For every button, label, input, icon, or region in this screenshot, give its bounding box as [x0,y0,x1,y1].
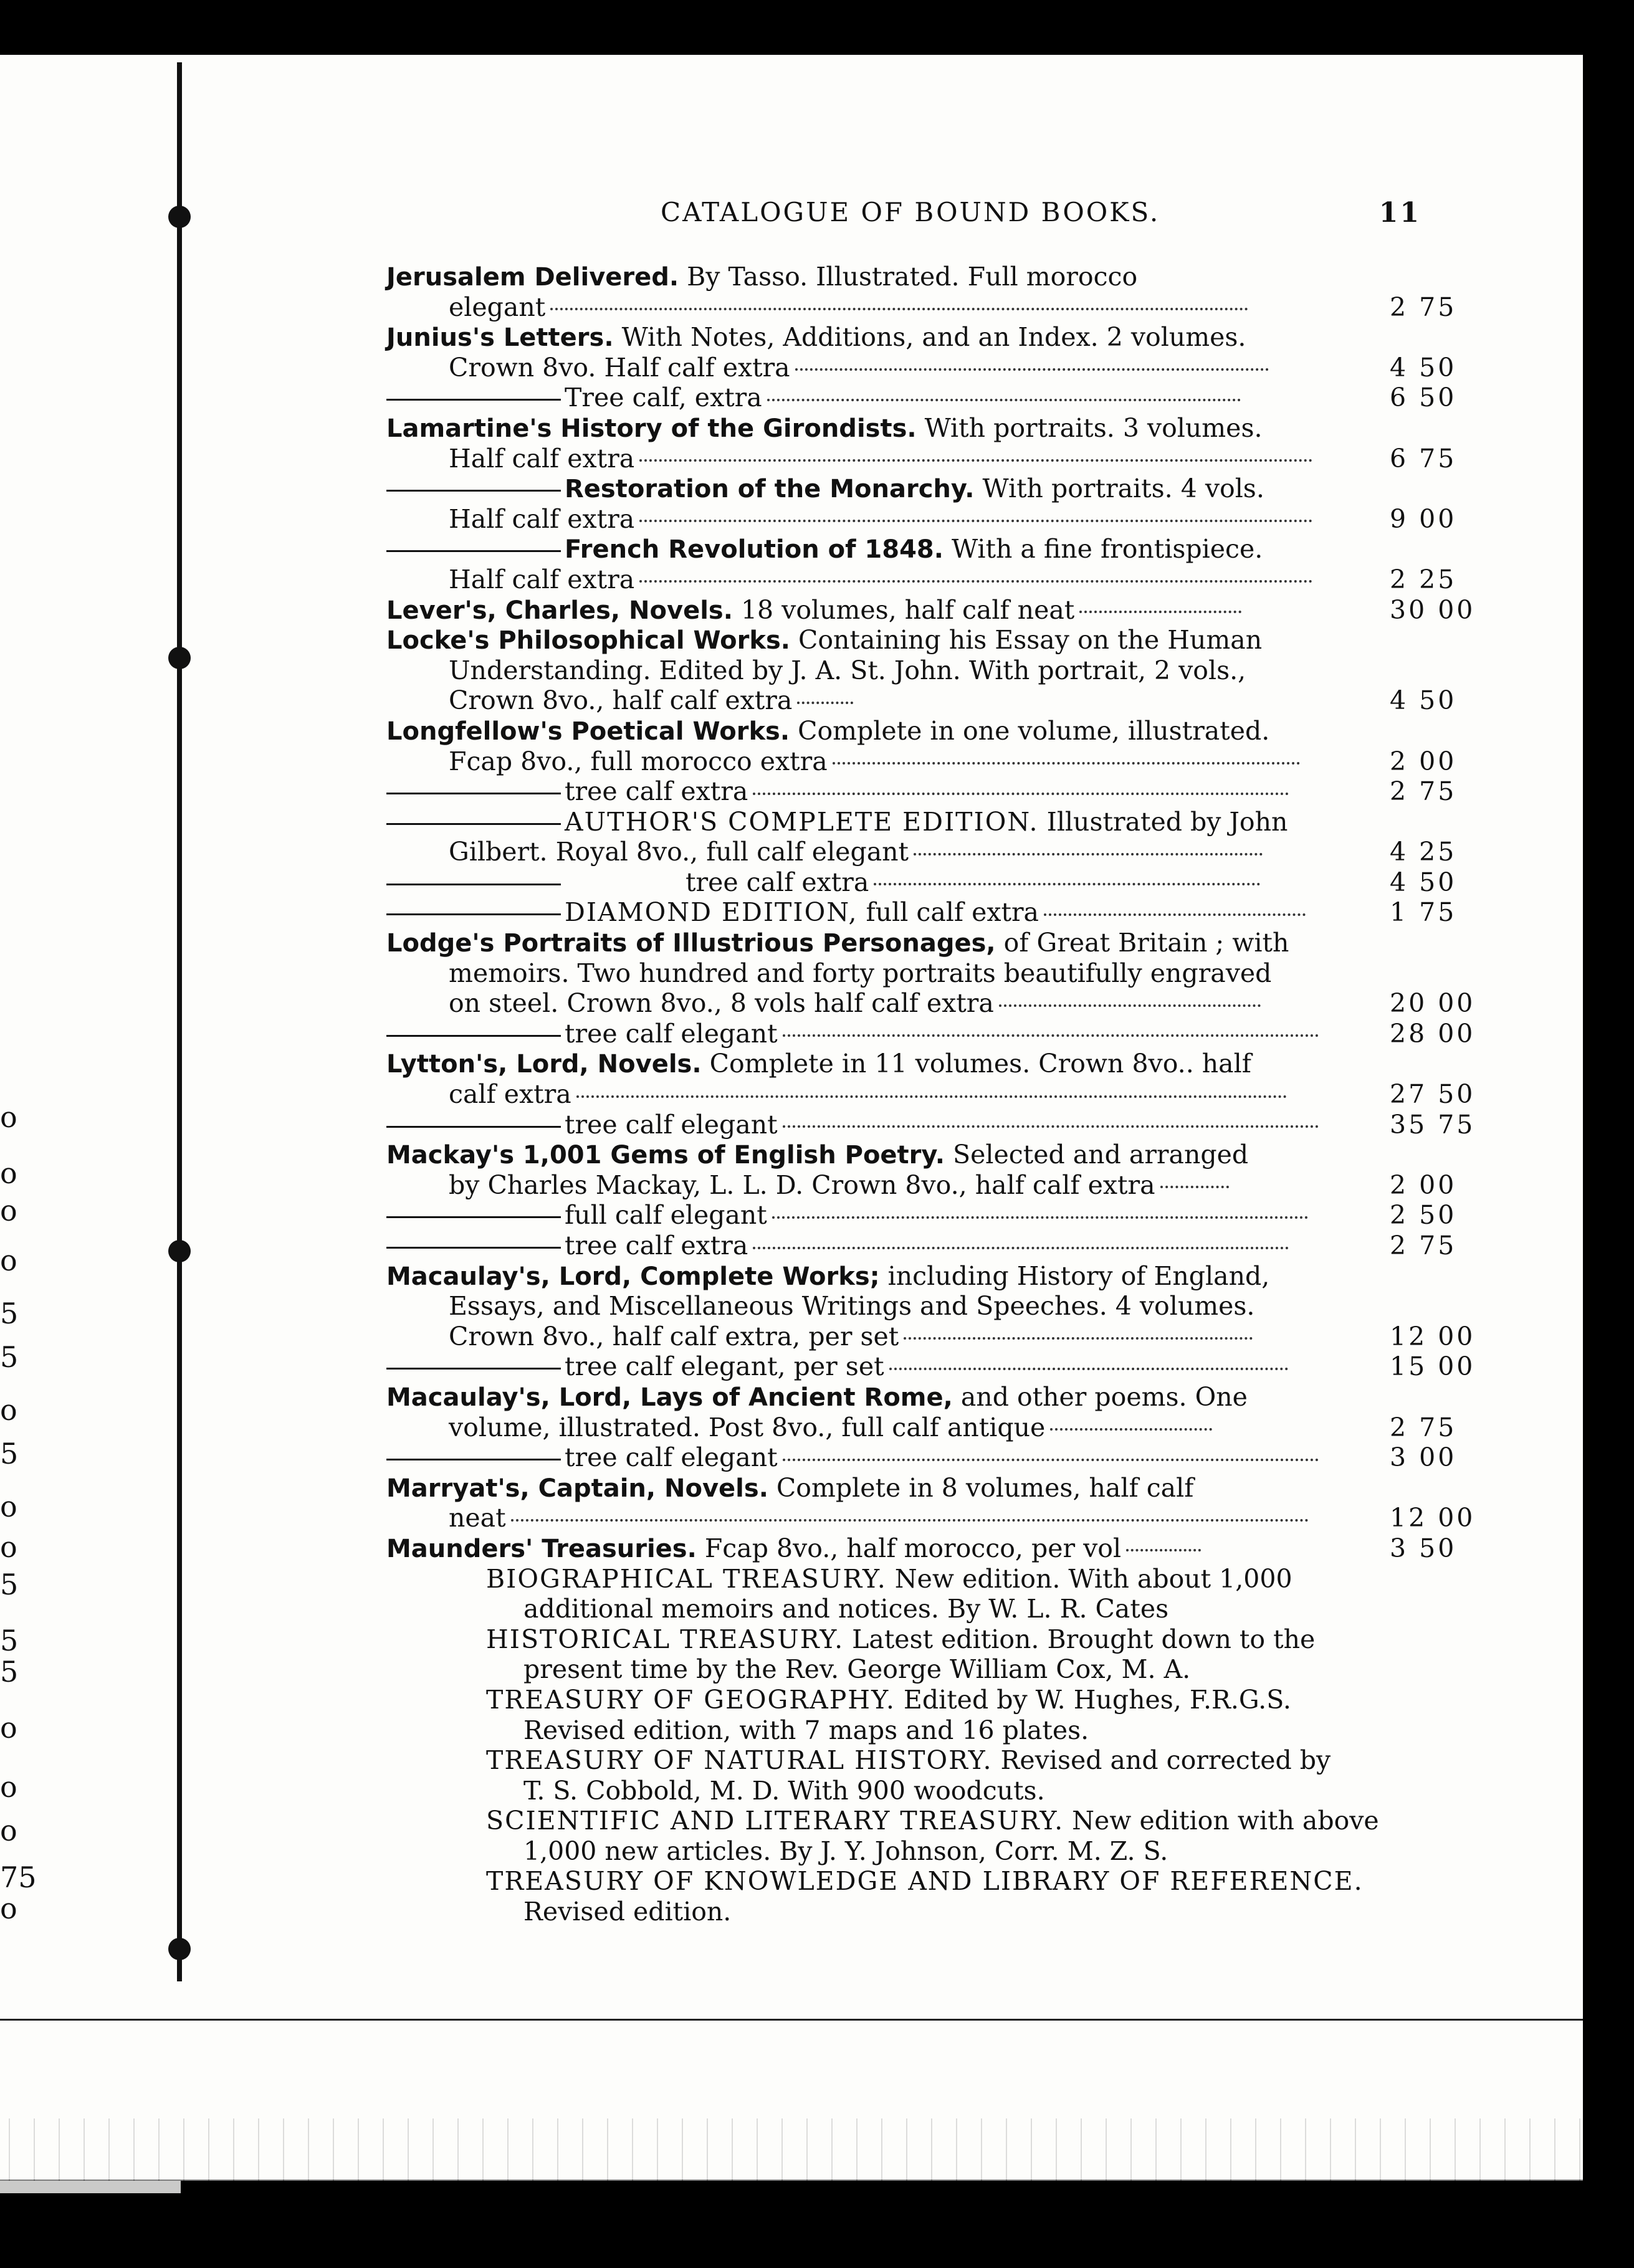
book-title: Lodge's Portraits of Illustrious Personages, [386,929,996,958]
leader-dots [1126,1549,1201,1551]
book-title: French Revolution of 1848. [565,535,944,565]
entry-description: With portraits. 4 vols. [974,474,1264,504]
catalogue-line [386,292,1471,323]
ditto-rule [386,550,561,552]
leader-dots [639,520,1312,522]
entry-text [386,1049,1251,1080]
catalogue-line [386,1049,1471,1079]
entry-text [523,1654,1190,1685]
entry-description: tree calf extra [565,1231,748,1260]
catalogue-line [386,958,1471,989]
entry-description: Complete in 11 volumes. Crown 8vo.. half [701,1049,1251,1079]
catalogue-line [386,474,1471,504]
entry-description: 1,000 new articles. By J. Y. Johnson, Corr. M. Z. S. [523,1836,1168,1866]
catalogue-line [386,1745,1471,1776]
catalogue-line [386,655,1471,686]
entry-text [386,474,1264,505]
facing-page-margin [0,55,174,2036]
leader-dots [772,1216,1308,1219]
catalogue-line [386,897,1471,928]
catalogue-line [386,534,1471,565]
book-title: Maunders' Treasuries. [386,1534,697,1563]
ditto-rule [386,1459,561,1460]
entry-text [449,1322,1253,1352]
facing-page-fragment: o [0,1156,17,1190]
ditto-rule [386,1035,561,1037]
running-header [661,197,1433,227]
facing-page-fragment: 75 [0,1861,37,1894]
ditto-rule [386,793,561,794]
entry-text [449,1170,1229,1201]
entry-description: of Great Britain ; with [995,928,1289,958]
entry-description: With a fine frontispiece. [943,534,1263,565]
entry-description: full calf elegant [565,1200,767,1231]
entry-description-cont: full calf extra [858,897,1039,928]
entry-description: Revised edition, with 7 maps and 16 plates. [523,1715,1089,1745]
leader-dots [550,308,1248,310]
price: 12 00 [1390,1321,1476,1351]
entry-description: tree calf elegant, per set [565,1351,884,1382]
book-title: Lever's, Charles, Novels. [386,596,733,625]
catalogue-line [386,1624,1471,1655]
entry-text [449,1079,1287,1110]
leader-dots [753,1247,1289,1249]
entry-text [523,1897,731,1927]
book-title: Marryat's, Captain, Novels. [386,1474,768,1503]
entry-description: TREASURY OF NATURAL HISTORY. [486,1745,993,1776]
price: 2 00 [1390,1170,1457,1200]
entry-description: T. S. Cobbold, M. D. With 900 woodcuts. [523,1775,1045,1806]
catalogue-line [386,1382,1471,1413]
price: 4 50 [1390,685,1457,716]
entry-description: Half calf extra [449,443,635,474]
entry-description-cont: Illustrated by John [1038,806,1288,837]
entry-description: neat [449,1503,506,1533]
leader-dots [639,459,1312,462]
catalogue-line [386,1442,1471,1473]
entry-description: BIOGRAPHICAL TREASURY. [486,1563,887,1594]
entry-description: Gilbert. Royal 8vo., full calf elegant [449,837,909,867]
entry-text [386,413,1263,444]
page-number: 11 [1378,197,1421,229]
leader-dots [1050,1428,1212,1431]
catalogue-line [386,444,1471,474]
catalogue-line [386,1079,1476,1110]
leader-dots [783,1034,1319,1037]
entry-text [386,1533,1201,1565]
catalogue-line [386,1413,1471,1443]
entry-description-cont: New edition with above [1064,1806,1379,1836]
entry-description: volume, illustrated. Post 8vo., full calf antique [449,1412,1046,1442]
facing-page-fragment: o [0,1490,17,1523]
entry-description: DIAMOND EDITION, [565,897,858,928]
price: 15 00 [1390,1351,1476,1382]
facing-page-fragment: o [0,1100,17,1134]
entry-description: With Notes, Additions, and an Index. 2 volumes. [613,322,1246,353]
leader-dots [914,853,1263,855]
catalogue-line [386,322,1471,353]
entry-description: memoirs. Two hundred and forty portraits beautifully engraved [449,958,1272,988]
catalogue-line [386,383,1471,413]
catalogue-line [386,1140,1471,1170]
facing-page-fragment: 5 [0,1655,19,1689]
facing-page-fragment: 5 [0,1624,19,1657]
entry-text [386,1140,1248,1171]
catalogue-line [386,1564,1471,1594]
facing-page-fragment: o [0,1892,17,1925]
leader-dots [833,762,1300,765]
catalogue-line [386,685,1471,716]
entry-description: With portraits. 3 volumes. [916,412,1263,443]
catalogue-line [386,1806,1471,1836]
leader-dots [797,702,853,704]
facing-page-fragment: o [0,1194,17,1227]
entry-description: Crown 8vo. Half calf extra [449,352,790,383]
entry-description: Tree calf, extra [565,383,762,413]
facing-page-fragment: o [0,1770,17,1804]
facing-page-fragment: 5 [0,1297,19,1330]
leader-dots [576,1095,1287,1098]
catalogue-line [386,1321,1476,1352]
entry-description-cont: Latest edition. Brought down to the [844,1624,1316,1654]
leader-dots [783,1125,1319,1128]
catalogue-line [386,1533,1471,1564]
leader-dots [753,793,1289,795]
facing-page-fragment: 5 [0,1437,19,1470]
entry-description: calf extra [449,1079,571,1110]
entry-description: AUTHOR'S COMPLETE EDITION. [565,806,1039,837]
catalogue-line [386,716,1471,746]
entry-text [486,1624,1315,1655]
entry-text [386,1231,1289,1261]
catalogue-line [386,1503,1476,1533]
book-title: Macaulay's, Lord, Complete Works; [386,1262,880,1291]
entry-text [449,655,1246,686]
facing-page-fragment: o [0,1244,17,1277]
catalogue-line [386,1018,1476,1049]
catalogue-line [386,1170,1471,1201]
bottom-rule [0,2019,1583,2021]
catalogue-line [386,1231,1471,1261]
leader-dots [639,580,1312,583]
entry-description: TREASURY OF GEOGRAPHY. [486,1684,896,1715]
catalogue-line [386,928,1471,958]
binding-knob [168,1240,191,1262]
price: 2 25 [1390,564,1457,594]
entry-text [449,837,1263,867]
entry-description: tree calf elegant [565,1442,778,1473]
catalogue-line [386,1351,1476,1382]
entry-text [449,565,1312,595]
price: 3 50 [1390,1533,1457,1563]
catalogue-line [386,776,1471,807]
ditto-rule [386,399,561,401]
book-title: Jerusalem Delivered. [386,263,679,292]
leader-dots [795,368,1269,371]
entry-description: SCIENTIFIC AND LITERARY TREASURY. [486,1806,1064,1836]
entry-description: present time by the Rev. George William Cox, M. A. [523,1654,1191,1685]
entry-description: elegant [449,292,546,322]
entry-text [386,595,1241,626]
entry-description: Understanding. Edited by J. A. St. John. With portrait, 2 vols., [449,655,1246,685]
catalogue-line [386,807,1471,837]
entry-description: on steel. Crown 8vo., 8 vols half calf extra [449,988,994,1019]
leader-dots [1079,611,1241,613]
facing-page-fragment: o [0,1393,17,1427]
price: 6 50 [1390,383,1457,413]
entry-text [386,928,1289,959]
catalogue-line [386,353,1471,383]
facing-page-fragment: 5 [0,1340,19,1374]
entry-text [386,716,1269,747]
entry-text [523,1776,1045,1806]
entry-text [449,685,853,716]
entry-description: Containing his Essay on the Human [790,625,1263,655]
catalogue-line [386,867,1471,898]
leader-dots [874,883,1260,885]
entry-text [386,1442,1319,1473]
entry-text [386,534,1263,565]
entry-text [486,1564,1292,1594]
book-title: Locke's Philosophical Works. [386,626,790,655]
facing-page-fragment: o [0,1530,17,1564]
entry-text [386,897,1306,928]
price: 6 75 [1390,443,1457,474]
entry-text [449,1503,1309,1533]
scan-border-right [1583,0,1634,2268]
entry-text [486,1745,1331,1776]
entry-text [449,444,1312,474]
entry-description: HISTORICAL TREASURY. [486,1624,844,1654]
entry-description: 18 volumes, half calf neat [732,594,1075,625]
entry-description: including History of England, [879,1260,1270,1291]
ditto-rule [386,490,561,492]
catalogue-line [386,1897,1471,1927]
price: 9 00 [1390,503,1457,534]
leader-dots [1160,1186,1229,1188]
entry-text [386,1200,1308,1231]
catalogue-line [386,504,1471,535]
entry-text [386,322,1246,353]
entry-text [486,1866,1364,1897]
book-title: Restoration of the Monarchy. [565,475,975,504]
entry-description: tree calf extra [565,776,748,807]
entry-description: TREASURY OF KNOWLEDGE AND LIBRARY OF REFERENCE. [486,1866,1364,1897]
entry-description: tree calf elegant [565,1018,778,1049]
price: 3 00 [1390,1442,1457,1473]
entry-description: Fcap 8vo., full morocco extra [449,746,828,776]
leader-dots [767,399,1241,401]
catalogue-line [386,1866,1471,1897]
entry-text [386,383,1241,413]
catalogue-line [386,565,1471,595]
page-edge [0,2118,1583,2181]
entry-text [449,1291,1254,1322]
facing-page-fragment: 5 [0,1568,19,1601]
binding-rule [177,62,182,1981]
entry-description: Complete in 8 volumes, half calf [768,1472,1194,1503]
entry-description: and other poems. One [952,1381,1248,1412]
leader-dots [889,1368,1288,1370]
catalogue-line [386,1594,1471,1624]
entry-text [523,1836,1168,1867]
facing-page-fragment: o [0,1711,17,1745]
entry-description: Selected and arranged [945,1140,1249,1170]
leader-dots [511,1519,1309,1522]
ditto-rule [386,1126,561,1128]
catalogue-line [386,1109,1476,1140]
ditto-rule [386,823,561,825]
entry-text [386,807,1288,837]
binding-knob [168,206,191,228]
entry-text [386,1473,1193,1504]
ditto-rule [386,1247,561,1249]
ditto-rule [386,1368,561,1370]
entry-text [449,988,1261,1019]
catalogue-line [386,1261,1471,1292]
page-title: CATALOGUE OF BOUND BOOKS. [661,197,1160,227]
entry-text [386,1110,1319,1140]
book-title: Lamartine's History of the Girondists. [386,414,917,443]
entry-description: Crown 8vo., half calf extra [449,685,793,716]
ditto-rule [386,884,561,885]
entry-text [386,1351,1288,1382]
entry-description: Essays, and Miscellaneous Writings and Speeches. 4 volumes. [449,1291,1255,1322]
entry-description: Complete in one volume, illustrated. [790,715,1270,746]
book-title: Junius's Letters. [386,323,614,353]
catalogue-line [386,1473,1471,1503]
facing-page-fragment: o [0,1814,17,1847]
entry-text [449,504,1312,535]
binding-knob [168,1938,191,1960]
entry-text [386,1382,1248,1413]
entry-text [449,746,1300,777]
entry-text [386,1261,1269,1292]
entry-description-cont: New edition. With about 1,000 [886,1563,1292,1594]
entry-text [386,625,1262,656]
entry-text [449,958,1271,989]
entry-text [386,262,1137,293]
catalogue-line [386,625,1471,655]
entry-description: by Charles Mackay, L. L. D. Crown 8vo., half calf extra [449,1170,1155,1200]
price: 30 00 [1390,594,1476,625]
entry-text [449,292,1248,323]
price: 2 75 [1390,776,1457,807]
catalogue-line [386,1654,1471,1685]
catalogue-line [386,1776,1471,1806]
entry-description: Half calf extra [449,503,635,534]
price: 2 75 [1390,1231,1457,1260]
entry-description: Crown 8vo., half calf extra, per set [449,1321,899,1351]
ditto-rule [386,913,561,915]
catalogue-line [386,594,1476,626]
entry-description: By Tasso. Illustrated. Full morocco [679,262,1138,292]
catalogue-line [386,1685,1471,1715]
price: 12 00 [1390,1503,1476,1533]
price: 27 50 [1390,1079,1476,1110]
price: 2 00 [1390,746,1457,776]
entry-description: additional memoirs and notices. By W. L. R. Cates [523,1594,1169,1624]
leader-dots [999,1004,1261,1007]
entry-text [523,1594,1168,1624]
entry-description: Revised edition. [523,1897,732,1927]
book-title: Mackay's 1,001 Gems of English Poetry. [386,1141,945,1170]
price: 4 50 [1390,867,1457,897]
entry-text [386,776,1289,807]
entry-text [486,1806,1379,1836]
catalogue-line [386,1715,1471,1746]
price: 4 25 [1390,837,1457,867]
leader-dots [1044,913,1306,916]
leader-dots [783,1459,1319,1461]
price: 2 50 [1390,1200,1457,1231]
scan-mark [0,2181,181,2193]
entry-description: tree calf extra [686,867,869,897]
catalogue-line [386,1291,1471,1322]
price: 28 00 [1390,1018,1476,1049]
entry-description-cont: Revised and corrected by [992,1745,1331,1776]
catalogue-line [386,988,1476,1019]
entry-description-cont: Edited by W. Hughes, F.R.G.S. [895,1684,1291,1715]
catalogue-line [386,837,1471,867]
entry-text [386,1019,1319,1049]
ditto-rule [386,1216,561,1218]
catalogue-line [386,413,1471,444]
price: 35 75 [1390,1109,1476,1140]
book-title: Longfellow's Poetical Works. [386,717,790,746]
entry-description: Half calf extra [449,564,635,594]
entry-text [449,353,1269,383]
entry-text [523,1715,1089,1746]
price: 1 75 [1390,897,1457,928]
price: 20 00 [1390,988,1476,1019]
catalogue-list [386,262,1476,1927]
price: 2 75 [1390,292,1457,322]
book-title: Lytton's, Lord, Novels. [386,1050,702,1079]
entry-text [486,1685,1291,1715]
leader-dots [904,1337,1253,1340]
price: 4 50 [1390,352,1457,383]
catalogue-line [386,1836,1471,1867]
catalogue-line [386,746,1471,777]
entry-description: Fcap 8vo., half morocco, per vol [696,1533,1122,1563]
catalogue-line [386,262,1471,292]
catalogue-line [386,1200,1471,1231]
entry-text [386,867,1260,898]
entry-description: tree calf elegant [565,1109,778,1140]
binding-knob [168,647,191,669]
price: 2 75 [1390,1412,1457,1442]
entry-text [449,1413,1212,1443]
book-title: Macaulay's, Lord, Lays of Ancient Rome, [386,1383,953,1412]
